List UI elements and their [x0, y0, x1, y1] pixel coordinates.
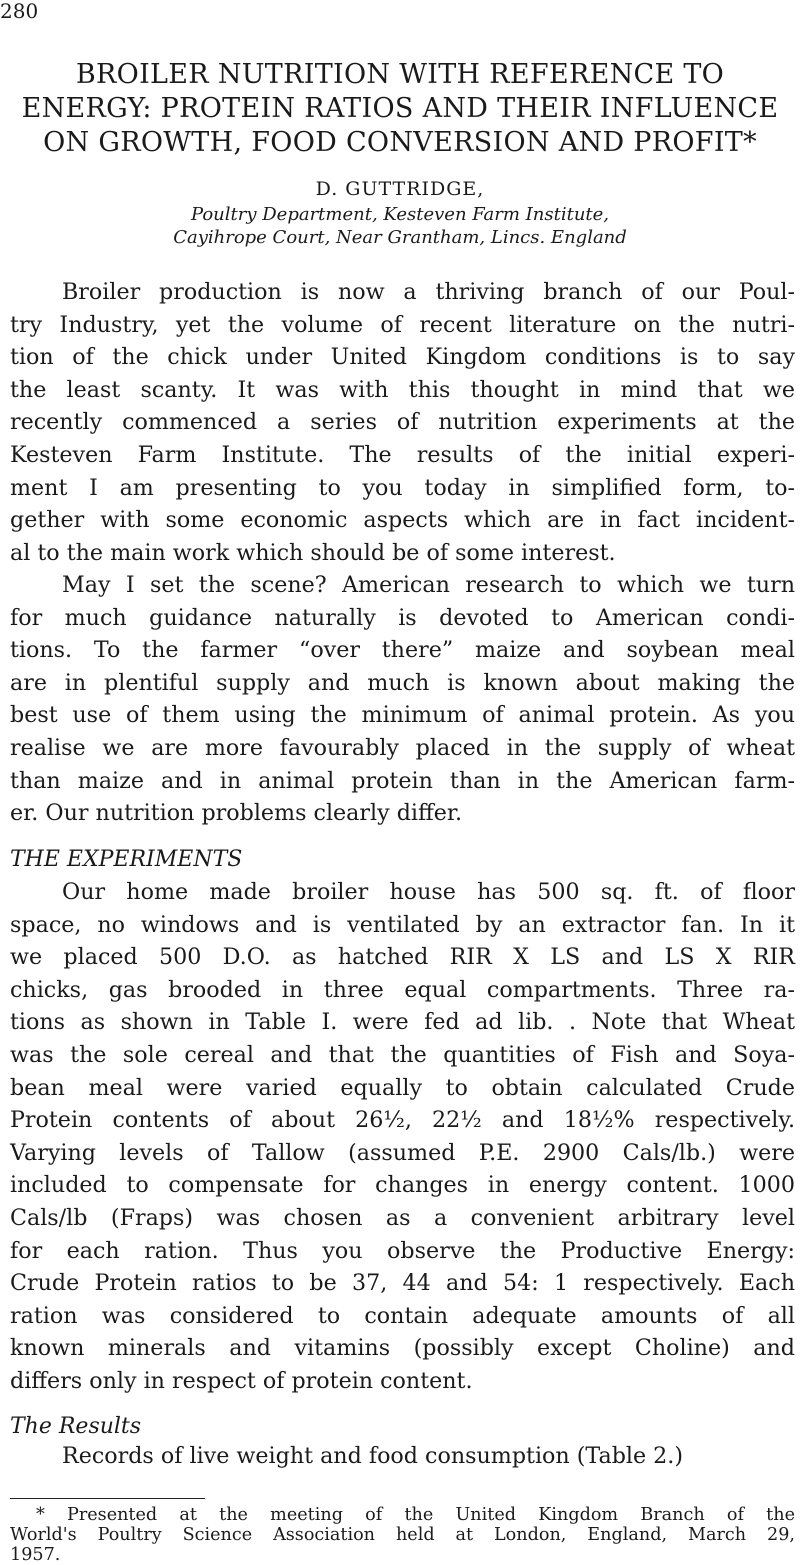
text-line: Crude Protein ratios to be 37, 44 and 54: 1 respectively. Each: [10, 1270, 795, 1297]
affiliation-line: Cayihrope Court, Near Grantham, Lincs. England: [173, 227, 627, 248]
title-line: ENERGY: PROTEIN RATIOS AND THEIR INFLUENCE: [21, 93, 779, 124]
footnote-line: World's Poultry Science Association held at London, England, March 29,: [10, 1525, 795, 1545]
text-line: ration was considered to contain adequate amounts of all: [10, 1302, 795, 1329]
text-line: was the sole cereal and that the quantities of Fish and Soya-: [10, 1041, 795, 1068]
text-line: chicks, gas brooded in three equal compartments. Three ra-: [10, 976, 795, 1003]
section-heading-results: The Results: [10, 1414, 142, 1439]
paragraph-experiments: [10, 876, 795, 1398]
article-title: [0, 58, 800, 160]
page-number: 280: [0, 0, 39, 23]
text-line: for each ration. Thus you observe the Productive Energy:: [10, 1237, 795, 1264]
text-line: er. Our nutrition problems clearly differ.: [10, 800, 463, 827]
text-line: tions. To the farmer “over there” maize and soybean meal: [10, 637, 795, 664]
text-line: try Industry, yet the volume of recent literature on the nutri-: [10, 311, 795, 338]
text-line: Kesteven Farm Institute. The results of the initial experi-: [10, 441, 795, 468]
text-line: best use of them using the minimum of animal protein. As you: [10, 702, 795, 729]
text-line: May I set the scene? American research to which we turn: [62, 572, 795, 598]
text-line: included to compensate for changes in energy content. 1000: [10, 1172, 795, 1199]
text-line: the least scanty. It was with this thought in mind that we: [10, 376, 795, 403]
text-line: realise we are more favourably placed in the supply of wheat: [10, 734, 795, 761]
affiliation-line: Poultry Department, Kesteven Farm Institute,: [190, 204, 610, 225]
text-line: Protein contents of about 26½, 22½ and 18½% respectively.: [10, 1107, 795, 1134]
text-line: Records of live weight and food consumption (Table 2.): [62, 1443, 684, 1469]
text-line: we placed 500 D.O. as hatched RIR X LS and LS X RIR: [10, 944, 795, 971]
text-line: differs only in respect of protein content.: [10, 1367, 473, 1394]
text-line: tions as shown in Table I. were fed ad lib. . Note that Wheat: [10, 1009, 795, 1036]
text-line: al to the main work which should be of some interest.: [10, 539, 616, 566]
text-line: Cals/lb (Fraps) was chosen as a convenient arbitrary level: [10, 1204, 795, 1231]
text-line: bean meal were varied equally to obtain calculated Crude: [10, 1074, 795, 1101]
title-line: BROILER NUTRITION WITH REFERENCE TO: [75, 59, 725, 90]
text-line: recently commenced a series of nutrition experiments at the: [10, 409, 795, 436]
text-line: ment I am presenting to you today in simplified form, to-: [10, 474, 795, 501]
text-line: for much guidance naturally is devoted to American condi-: [10, 604, 795, 631]
text-line: Broiler production is now a thriving branch of our Poul-: [62, 279, 795, 305]
text-line: than maize and in animal protein than in the American farm-: [10, 767, 795, 794]
text-line: are in plentiful supply and much is known about making the: [10, 669, 795, 696]
text-line: known minerals and vitamins (possibly except Choline) and: [10, 1335, 795, 1362]
title-line: ON GROWTH, FOOD CONVERSION AND PROFIT*: [43, 127, 757, 158]
text-line: gether with some economic aspects which are in fact incident-: [10, 507, 795, 534]
text-line: tion of the chick under United Kingdom conditions is to say: [10, 344, 795, 371]
text-line: Our home made broiler house has 500 sq. ft. of floor: [62, 879, 795, 905]
paragraph-scene: [10, 569, 795, 830]
author-affiliation: [0, 203, 800, 249]
footnote-line: * Presented at the meeting of the United Kingdom Branch of the: [36, 1505, 795, 1525]
author-name: D. GUTTRIDGE,: [315, 178, 485, 200]
footnote: [10, 1505, 795, 1565]
paragraph-results: [10, 1440, 795, 1473]
paragraph-intro: [10, 276, 795, 569]
text-line: space, no windows and is ventilated by an extractor fan. In it: [10, 911, 795, 938]
section-heading-experiments: THE EXPERIMENTS: [10, 847, 243, 872]
footnote-divider: [10, 1498, 205, 1499]
footnote-line: 1957.: [10, 1545, 61, 1565]
text-line: Varying levels of Tallow (assumed P.E. 2900 Cals/lb.) were: [10, 1139, 795, 1166]
